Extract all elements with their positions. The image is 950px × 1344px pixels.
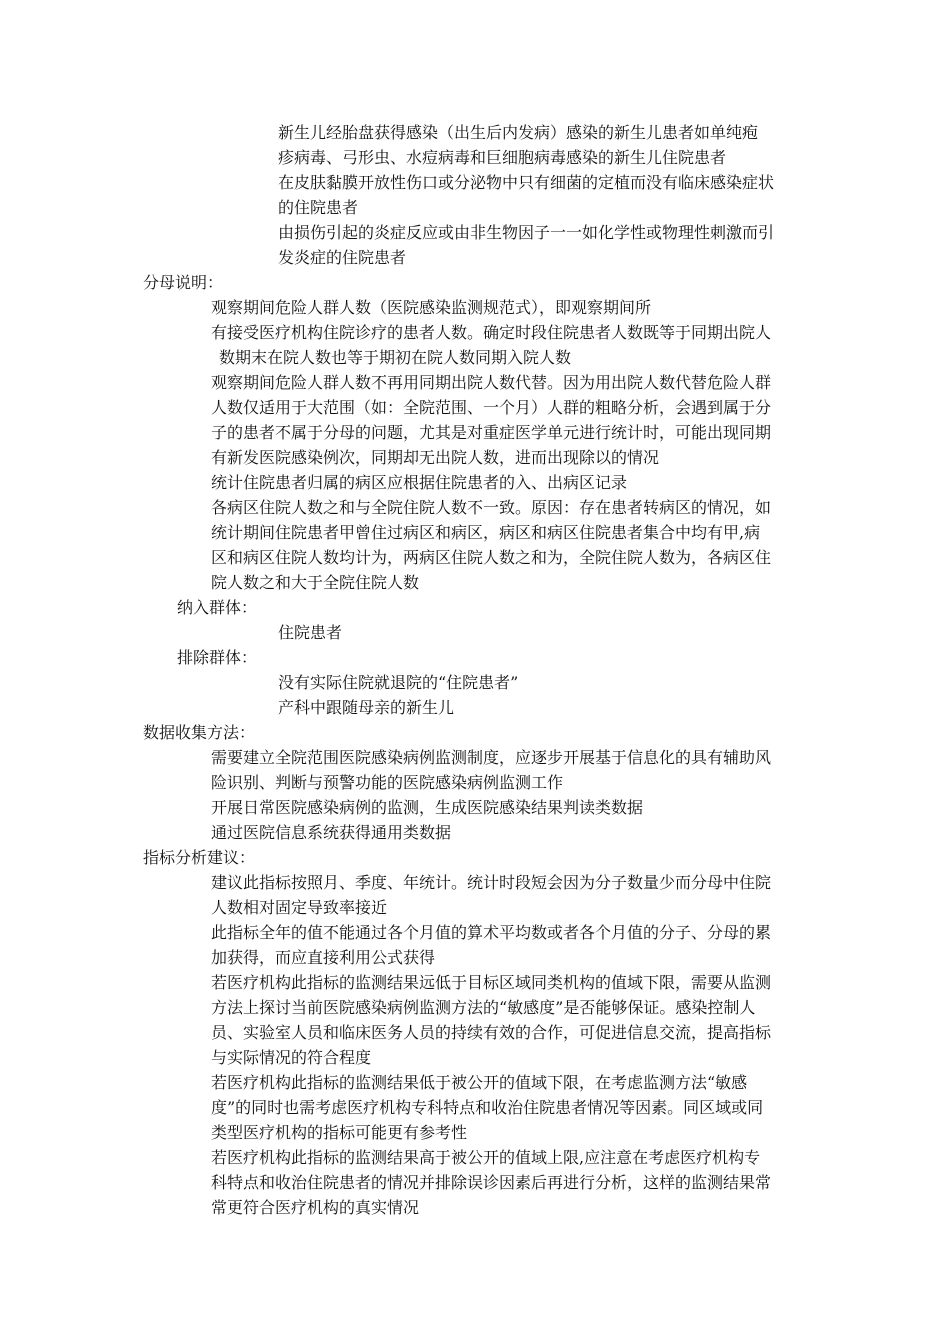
collection-line: 通过医院信息系统获得通用类数据 (211, 823, 452, 842)
exclusion-heading: 排除群体： (177, 648, 258, 667)
analysis-line: 与实际情况的符合程度 (211, 1048, 372, 1067)
denominator-line: 数期末在院人数也等于期初在院人数同期入院人数 (219, 348, 572, 367)
analysis-line: 员、实验室人员和临床医务人员的持续有效的合作，可促进信息交流，提高指标 (211, 1023, 772, 1042)
inclusion-item: 住院患者 (278, 623, 343, 642)
analysis-line: 此指标全年的值不能通过各个月值的算术平均数或者各个月值的分子、分母的累 (211, 923, 772, 942)
exclusion-item: 没有实际住院就退院的“住院患者” (278, 673, 519, 692)
analysis-line: 常更符合医疗机构的真实情况 (211, 1198, 420, 1217)
exclusion-cont-line: 新生儿经胎盘获得感染（出生后内发病）感染的新生儿患者如单纯疱 (278, 123, 759, 142)
analysis-line: 度”的同时也需考虑医疗机构专科特点和收治住院患者情况等因素。同区域或同 (211, 1098, 764, 1117)
denominator-line: 有接受医疗机构住院诊疗的患者人数。确定时段住院患者人数既等于同期出院人 (211, 323, 772, 342)
denominator-line: 区和病区住院人数均计为，两病区住院人数之和为，全院住院人数为，各病区住 (211, 548, 772, 567)
analysis-heading: 指标分析建议： (143, 848, 256, 867)
exclusion-cont-line: 疹病毒、弓形虫、水痘病毒和巨细胞病毒感染的新生儿住院患者 (278, 148, 727, 167)
denominator-line: 人数仅适用于大范围（如：全院范围、一个月）人群的粗略分析，会遇到属于分 (211, 398, 772, 417)
analysis-line: 人数相对固定导致率接近 (211, 898, 388, 917)
collection-line: 险识别、判断与预警功能的医院感染病例监测工作 (211, 773, 564, 792)
exclusion-cont-line: 在皮肤黏膜开放性伤口或分泌物中只有细菌的定植而没有临床感染症状 (278, 173, 775, 192)
denominator-line: 各病区住院人数之和与全院住院人数不一致。原因：存在患者转病区的情况，如 (211, 498, 772, 517)
denominator-line: 观察期间危险人群人数不再用同期出院人数代替。因为用出院人数代替危险人群 (211, 373, 772, 392)
exclusion-item: 产科中跟随母亲的新生儿 (278, 698, 455, 717)
denominator-line: 院人数之和大于全院住院人数 (211, 573, 420, 592)
denominator-line: 观察期间危险人群人数（医院感染监测规范式），即观察期间所 (211, 298, 652, 317)
collection-line: 开展日常医院感染病例的监测，生成医院感染结果判读类数据 (211, 798, 644, 817)
analysis-line: 类型医疗机构的指标可能更有参考性 (211, 1123, 468, 1142)
denominator-heading: 分母说明： (143, 273, 224, 292)
denominator-line: 子的患者不属于分母的问题，尤其是对重症医学单元进行统计时，可能出现同期 (211, 423, 772, 442)
denominator-line: 有新发医院感染例次，同期却无出院人数，进而出现除以的情况 (211, 448, 660, 467)
exclusion-cont-line: 发炎症的住院患者 (278, 248, 407, 267)
exclusion-cont-line: 的住院患者 (278, 198, 359, 217)
analysis-line: 若医疗机构此指标的监测结果远低于目标区域同类机构的值域下限，需要从监测 (211, 973, 772, 992)
analysis-line: 建议此指标按照月、季度、年统计。统计时段短会因为分子数量少而分母中住院 (211, 873, 772, 892)
denominator-line: 统计期间住院患者甲曾住过病区和病区，病区和病区住院患者集合中均有甲,病 (211, 523, 761, 542)
collection-line: 需要建立全院范围医院感染病例监测制度，应逐步开展基于信息化的具有辅助风 (211, 748, 772, 767)
analysis-line: 科特点和收治住院患者的情况并排除误诊因素后再进行分析，这样的监测结果常 (211, 1173, 772, 1192)
analysis-line: 若医疗机构此指标的监测结果低于被公开的值域下限，在考虑监测方法“敏感 (211, 1073, 748, 1092)
exclusion-cont-line: 由损伤引起的炎症反应或由非生物因子一一如化学性或物理性刺激而引 (278, 223, 775, 242)
denominator-line: 统计住院患者归属的病区应根据住院患者的入、出病区记录 (211, 473, 628, 492)
analysis-line: 方法上探讨当前医院感染病例监测方法的“敏感度”是否能够保证。感染控制人 (211, 998, 756, 1017)
analysis-line: 若医疗机构此指标的监测结果高于被公开的值域上限,应注意在考虑医疗机构专 (211, 1148, 761, 1167)
collection-heading: 数据收集方法： (143, 723, 256, 742)
analysis-line: 加获得，而应直接利用公式获得 (211, 948, 436, 967)
inclusion-heading: 纳入群体： (177, 598, 258, 617)
